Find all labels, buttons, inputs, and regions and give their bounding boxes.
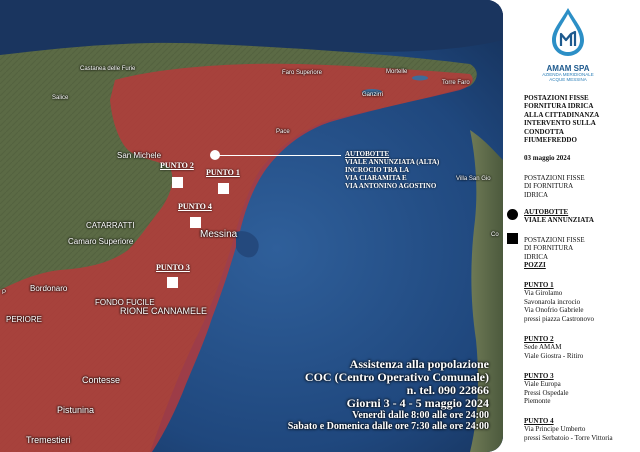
side-punto-3 [524,372,636,406]
place-san-michele: San Michele [117,151,162,160]
legend-autobotte-title: AUTOBOTTE [524,208,569,216]
side-punto-1-line: pressi piazza Castronovo [524,314,594,323]
side-intro-line: POSTAZIONI FISSE [524,174,585,182]
place-villa-san-giovanni: Villa San Gio [456,176,491,182]
place-ganzirri: Ganzirri [362,92,384,98]
assistenza-hours-weekend: Sabato e Domenica dalle ore 7:30 alle ore 24:00 [287,421,489,432]
autobotte-line-4: VIA ANTONINO AGOSTINO [345,182,437,191]
assistenza-phone: n. tel. 090 22866 [406,383,489,397]
place-contesse: Contesse [82,375,121,385]
side-punto-2-line: Viale Giostra - Ritiro [524,351,584,360]
place-camaro: Camaro Superiore [68,237,134,246]
place-rione-cannamele: RIONE CANNAMELE [120,306,208,316]
side-punto-1-line: Via Onofrio Gabriele [524,306,584,315]
side-punto-4-line: Via Principe Umberto [524,425,586,434]
legend-pozzi: POZZI [524,261,546,270]
place-messina: Messina [200,229,238,240]
side-intro-line: DI FORNITURA [524,182,574,191]
place-edge-co: Co [491,232,499,238]
place-castanea: Castanea delle Furie [80,66,136,72]
side-punto-4-line: pressi Serbatoio - Torre Vittoria [524,433,613,442]
punto-3-marker[interactable] [167,277,178,288]
assistenza-hours-friday: Venerdì dalle 8:00 alle ore 24:00 [352,410,489,421]
side-punto-1-line: Savonarola incrocio [524,297,581,306]
legend-fisse-square [507,233,518,244]
place-tremestieri: Tremestieri [26,435,71,445]
place-faro-superiore: Faro Superiore [282,70,323,76]
place-torre-faro: Torre Faro [442,80,470,86]
place-bordonaro: Bordonaro [30,284,68,293]
punto-1-marker[interactable] [218,183,229,194]
place-mortelle: Mortelle [386,69,408,75]
autobotte-callout [345,150,439,190]
side-punto-3-title: PUNTO 3 [524,372,554,380]
autobotte-line-1: VIALE ANNUNZIATA (ALTA) [345,158,440,167]
side-punto-2 [524,335,636,360]
side-title-line: ALLA CITTADINANZA [524,110,600,119]
side-punto-2-line: Sede AMAM [524,343,562,352]
place-catarratti: CATARRATTI [86,221,135,230]
legend-autobotte-dot [507,209,518,220]
side-intro-line: IDRICA [524,190,549,199]
side-title-line: INTERVENTO SULLA [524,119,596,128]
info-panel [503,0,640,452]
legend-fisse-line: DI FORNITURA [524,244,574,253]
punto-4-marker[interactable] [190,217,201,228]
legend-autobotte-sub: VIALE ANNUNZIATA [524,216,594,225]
assistenza-box [288,358,489,432]
logo-sub-2: ACQUE MESSINA [549,76,587,82]
side-punto-4 [524,417,636,442]
legend-autobotte [524,208,636,225]
side-punto-1-line: Via Girolamo [524,289,563,298]
legend-fisse [524,236,636,270]
place-edge-p: P [2,290,7,296]
side-title-line: FIUMEFREDDO [524,136,577,145]
side-punto-3-line: Piemonte [524,397,551,406]
side-punto-3-line: Viale Europa [524,380,561,389]
side-date: 03 maggio 2024 [524,154,571,162]
place-periore: PERIORE [6,315,43,324]
autobotte-line-2: INCROCIO TRA LA [345,166,410,175]
side-title-line: FORNITURA IDRICA [524,102,594,111]
autobotte-leader-line [219,155,341,156]
faro-lake [412,76,428,81]
autobotte-line-3: VIA CIARAMITA E [345,174,407,183]
side-title-line: POSTAZIONI FISSE [524,94,589,102]
side-title [524,94,636,144]
logo-sub-1: AZIENDA MERIDIONALE [542,72,594,77]
punto-2-label: PUNTO 2 [160,161,194,170]
legend-fisse-line: POSTAZIONI FISSE [524,236,585,244]
punto-2-marker[interactable] [172,177,183,188]
side-punto-1-title: PUNTO 1 [524,281,554,289]
side-punto-1 [524,281,636,323]
side-punto-3-line: Pressi Ospedale [524,388,569,397]
punto-1-label: PUNTO 1 [206,168,240,177]
legend-fisse-line: IDRICA [524,252,549,261]
place-pace: Pace [276,129,290,135]
logo-name: AMAM SPA [546,64,590,73]
place-fondo-fucile: FONDO FUCILE [95,298,155,307]
side-intro [524,174,636,199]
side-punto-2-title: PUNTO 2 [524,335,554,343]
place-pistunina: Pistunina [57,405,95,415]
amam-logo [523,6,613,83]
assistenza-line-1: Assistenza alla popolazione [349,357,489,371]
assistenza-days: Giorni 3 - 4 - 5 maggio 2024 [346,396,489,410]
place-salice: Salice [52,95,69,101]
water-drop-icon [548,6,588,58]
assistenza-line-2: COC (Centro Operativo Comunale) [304,370,489,384]
side-punto-4-title: PUNTO 4 [524,417,554,425]
autobotte-title: AUTOBOTTE [345,150,390,158]
punto-4-label: PUNTO 4 [178,202,212,211]
side-title-line: CONDOTTA [524,127,564,136]
punto-3-label: PUNTO 3 [156,263,190,272]
